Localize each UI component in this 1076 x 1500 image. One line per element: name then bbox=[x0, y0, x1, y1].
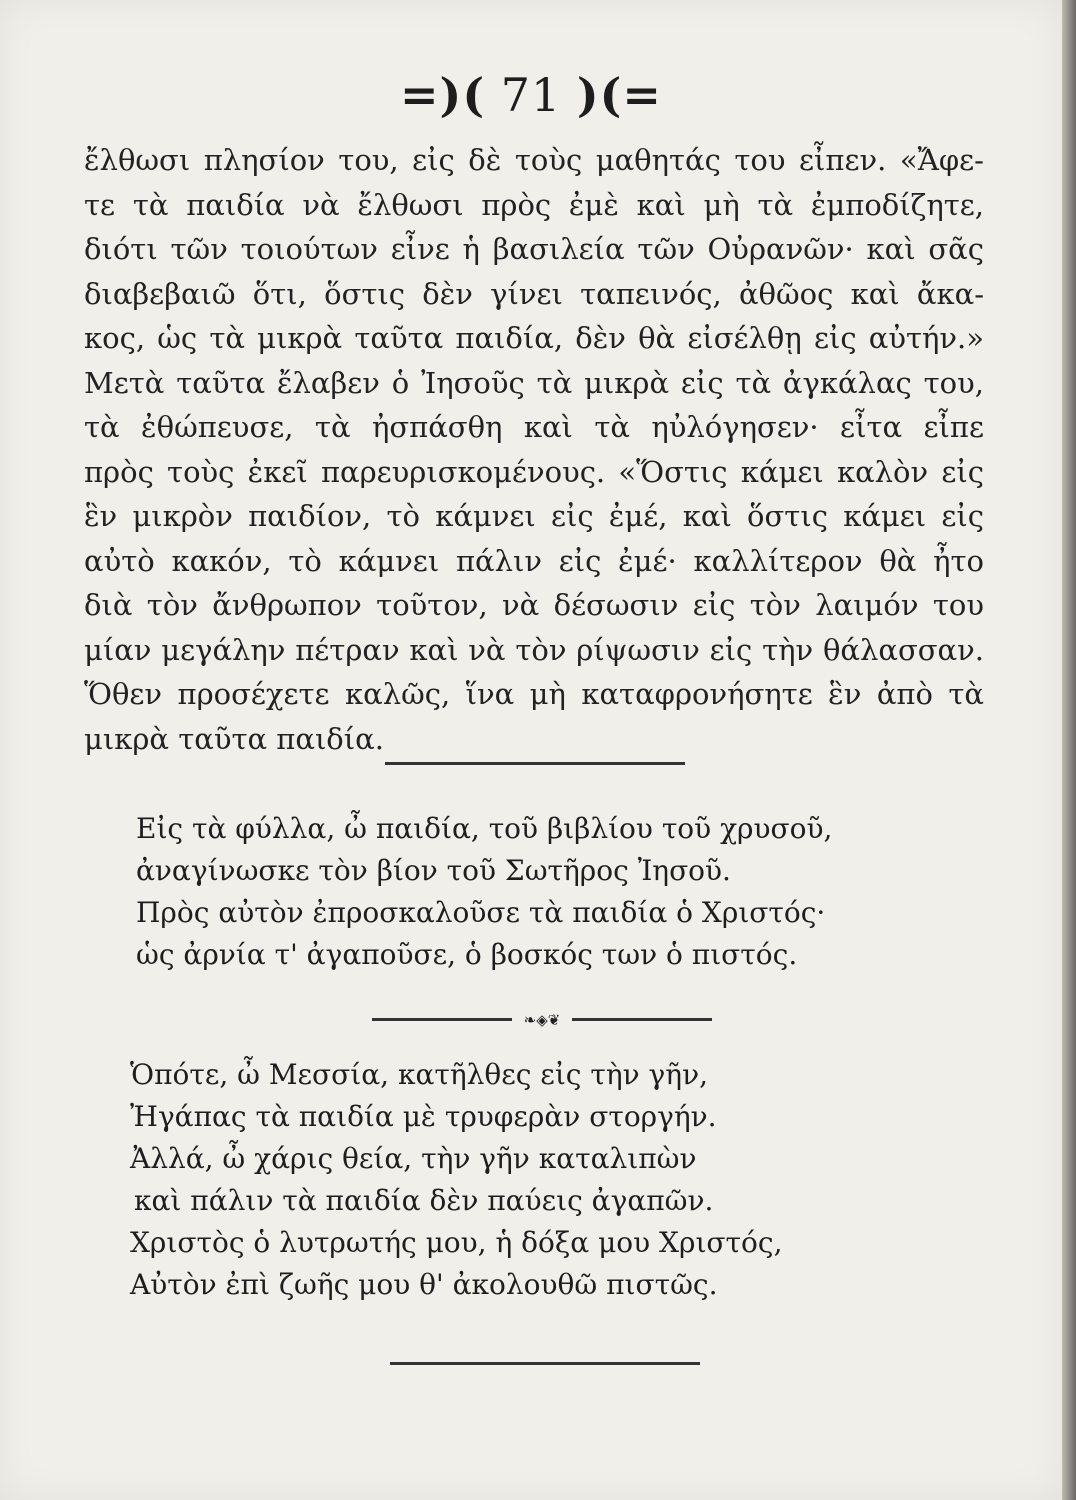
prose-line: Μετὰ ταῦτα ἔλαβεν ὁ Ἰησοῦς τὰ μικρὰ εἰς τὰ ἀγκάλας του, bbox=[84, 365, 984, 400]
page-number: 71 bbox=[500, 68, 562, 122]
divider-rule bbox=[390, 1362, 700, 1365]
verse-stanza-2 bbox=[130, 1054, 782, 1306]
header-left-ornament: =)( bbox=[400, 68, 486, 122]
prose-line: αὐτὸ κακόν, τὸ κάμνει πάλιν εἰς ἐμέ· καλλίτερον θὰ ἦτο bbox=[84, 543, 984, 578]
verse-line: Εἰς τὰ φύλλα, ὦ παιδία, τοῦ βιβλίου τοῦ χρυσοῦ, bbox=[136, 812, 833, 845]
prose-line: διότι τῶν τοιούτων εἶνε ἡ βασιλεία τῶν Οὐρανῶν· καὶ σᾶς bbox=[84, 232, 984, 266]
prose-line: Ὅθεν προσέχετε καλῶς, ἵνα μὴ καταφρονήσητε ἓν ἀπὸ τὰ bbox=[84, 677, 984, 711]
book-spine-edge bbox=[1062, 0, 1076, 1500]
prose-line: τὰ ἐθώπευσε, τὰ ἠσπάσθη καὶ τὰ ηὐλόγησεν· εἶτα εἶπε bbox=[84, 410, 984, 444]
verse-line: Ἀλλά, ὦ χάρις θεία, τὴν γῆν καταλιπὼν bbox=[130, 1142, 697, 1175]
divider-rule bbox=[385, 762, 685, 765]
prose-line: ἔλθωσι πλησίον του, εἰς δὲ τοὺς μαθητάς του εἶπεν. «Ἄφε- bbox=[84, 143, 984, 177]
prose-line: διὰ τὸν ἄνθρωπον τοῦτον, νὰ δέσωσιν εἰς τὸν λαιμόν του bbox=[84, 588, 984, 622]
prose-line: τε τὰ παιδία νὰ ἔλθωσι πρὸς ἐμὲ καὶ μὴ τὰ ἐμποδίζητε, bbox=[84, 187, 984, 222]
prose-line: πρὸς τοὺς ἐκεῖ παρευρισκομένους. «Ὅστις κάμει καλὸν εἰς bbox=[84, 454, 984, 489]
verse-line: καὶ πάλιν τὰ παιδία δὲν παύεις ἀγαπῶν. bbox=[134, 1184, 714, 1217]
verse-line: ἀναγίνωσκε τὸν βίον τοῦ Σωτῆρος Ἰησοῦ. bbox=[136, 854, 731, 887]
prose-line: μίαν μεγάλην πέτραν καὶ νὰ τὸν ρίψωσιν εἰς τὴν θάλασσαν. bbox=[84, 632, 984, 667]
verse-line: Πρὸς αὐτὸν ἐπροσκαλοῦσε τὰ παιδία ὁ Χριστός· bbox=[136, 896, 826, 929]
prose-line: ἓν μικρὸν παιδίον, τὸ κάμνει εἰς ἐμέ, καὶ ὅστις κάμει εἰς bbox=[84, 499, 984, 533]
verse-stanza-1 bbox=[136, 808, 832, 976]
verse-line: Ὁπότε, ὦ Μεσσία, κατῆλθες εἰς τὴν γῆν, bbox=[130, 1058, 708, 1091]
page-header bbox=[0, 68, 1062, 122]
ornamental-divider bbox=[372, 1010, 712, 1030]
verse-line: Ἠγάπας τὰ παιδία μὲ τρυφερὰν στοργήν. bbox=[130, 1100, 717, 1133]
prose-line: διαβεβαιῶ ὅτι, ὅστις δὲν γίνει ταπεινός, ἀθῶος καὶ ἄκα- bbox=[84, 276, 984, 311]
verse-line: Αὐτὸν ἐπὶ ζωῆς μου θ' ἀκολουθῶ πιστῶς. bbox=[130, 1268, 718, 1301]
verse-line: Χριστὸς ὁ λυτρωτής μου, ἡ δόξα μου Χριστός, bbox=[130, 1226, 783, 1259]
prose-line: κος, ὡς τὰ μικρὰ ταῦτα παιδία, δὲν θὰ εἰσέλθῃ εἰς αὐτήν.» bbox=[84, 321, 984, 355]
flourish-ornament-icon: ❧◈❦ bbox=[512, 1011, 572, 1029]
prose-paragraph bbox=[84, 138, 984, 761]
verse-line: ὡς ἀρνία τ' ἀγαποῦσε, ὁ βοσκός των ὁ πιστός. bbox=[136, 938, 798, 971]
header-right-ornament: )(= bbox=[576, 68, 662, 122]
prose-line: μικρὰ ταῦτα παιδία. bbox=[84, 721, 384, 756]
